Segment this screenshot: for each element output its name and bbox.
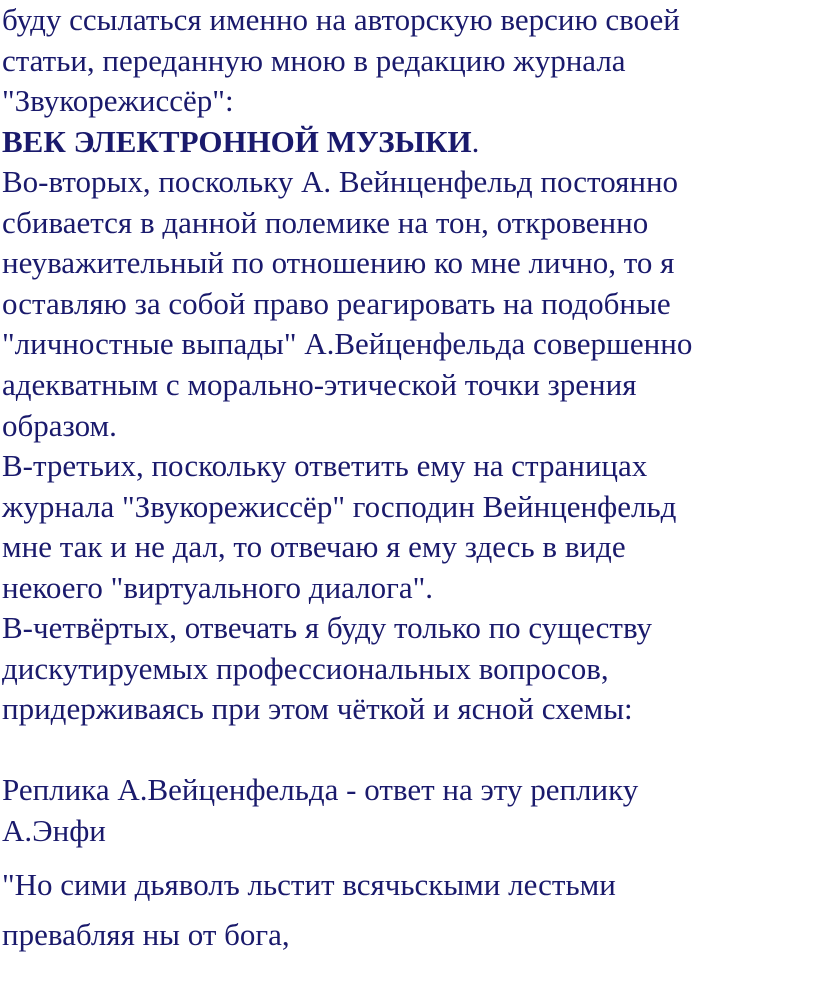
second-point-line-5: "личностные выпады" А.Вейценфельда совершенно [2,326,693,361]
second-point-line-1: Во-вторых, поскольку А. Вейнценфельд постоянно [2,164,679,199]
second-point-line-3: неуважительный по отношению ко мне лично, то я [2,245,675,280]
fourth-point-line-3: придерживаясь при этом чёткой и ясной схемы: [2,691,633,726]
intro-line-1: буду ссылаться именно на авторскую версию своей [2,2,680,37]
headline-line [2,122,479,163]
third-point-line-2: журнала "Звукорежиссёр" господин Вейнценфельд [2,489,677,524]
intro-line-2: статьи, переданную мною в редакцию журнала [2,43,626,78]
scheme-line-1: Реплика А.Вейценфельда - ответ на эту реплику [2,772,639,807]
second-point-line-7: образом. [2,408,117,443]
fourth-point-line-2: дискутируемых профессиональных вопросов, [2,651,609,686]
second-point-line-2: сбивается в данной полемике на тон, откровенно [2,205,649,240]
third-point-line-1: В-третьих, поскольку ответить ему на страницах [2,448,648,483]
third-point-line-4: некоего "виртуального диалога". [2,570,434,605]
second-point-line-6: адекватным с морально-этической точки зрения [2,367,637,402]
fourth-point-line-1: В-четвёртых, отвечать я буду только по существу [2,610,653,645]
quote-line-1: "Но сими дьяволъ льстит всячьскыми лестьми [2,867,616,902]
headline-period: . [471,124,480,159]
quote-line-2: превабляя ны от бога, [2,917,290,952]
scheme-line-2: А.Энфи [2,813,106,848]
intro-line-3: "Звукорежиссёр": [2,83,234,118]
second-point-line-4: оставляю за собой право реагировать на подобные [2,286,671,321]
headline-title: ВЕК ЭЛЕКТРОННОЙ МУЗЫКИ [2,124,472,159]
third-point-line-3: мне так и не дал, то отвечаю я ему здесь в виде [2,529,626,564]
